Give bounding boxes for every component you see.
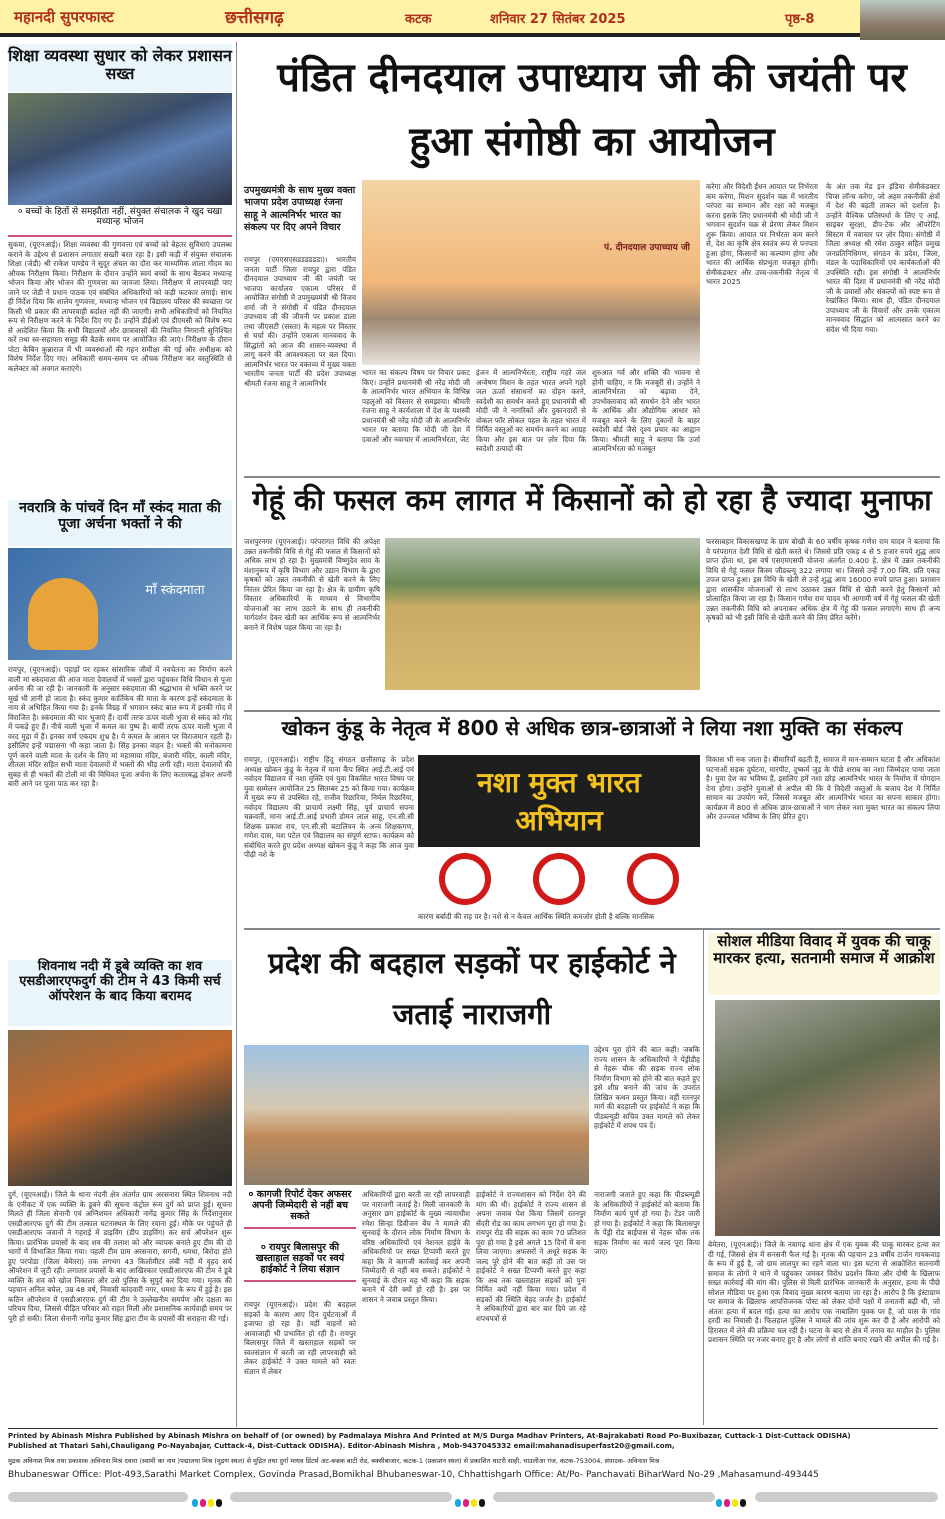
lead-col-2: भारत का संकल्प विषय पर विचार प्रकट किए। उन्होंने प्रधानमंत्री श्री नरेंद्र मोदी जी के आत्मनिर्भर भारत अभियान के विभिन्न पहलुओं को विस्तार से समझाया। श्रीमती रंजना साहू ने कार्यशाला में देश के यशस्वी प्रधानमंत्री श्री नरेंद्र मोदी जी के आत्मनिर्भर भारत पर बताया कि मोदी जी देश में दवाओं और नवाचार में आत्मनिर्भरता, जेट [362, 368, 470, 444]
court-col-1: रायपुर (यूएनआई)। प्रदेश की बदहाल सड़कों के कारण आए दिन दुर्घटनाओं में इजाफा हो रहा है। वहीं वाहनों को आवाजाही भी प्रभावित हो रही है। रायपुर बिलासपुर जिले में खस्ताहाल सड़कों पर स्वतसंज्ञान में बरती जा रही लापरवाही को लेकर हाईकोर्ट ने उक्त मामले को स्वतः संज्ञान में लेकर [244, 1300, 356, 1376]
footer-publisher-line: Published at Thatari Sahi,Chauligang Po-Nayabajar, Cuttack-4, Dist-Cuttack ODISHA). Editor-Abinash Mishra , Mob-9437045332 email:mahanadisuperfast20@gmail.com, [8, 1442, 675, 1450]
banner-line-1: नशा मुक्त भारत [477, 766, 641, 799]
banner-text: पं. दीनदयाल उपाध्याय जी [603, 243, 690, 253]
temple-image [860, 0, 945, 40]
lead-col-5: करेगा और विदेशी ईंधन आयात पर निर्भरता कम करेगा, मिशन सुदर्शन चक्र में भारतीय परंपरा का सम्मान और रक्षा को मजबूत करना इसके लिए प्रधानमंत्री श्री मोदी जी ने भगवान सुदर्शन चक्र से प्रेरणा लेकर मिशन शुरू किया। आयात पर निर्भरता कम करने से, देश का कृषि क्षेत्र स्वतंत्र रूप से पनपता हुआ होगा, किसानों का कल्याण होगा और भारत की आर्थिक संप्रभुता मजबूत होगी। सेमीकंडक्टर और उच्च-तकनीकी नेतृत्व में भारत 2025 [706, 182, 818, 286]
nasha-col-2: विकास भी रुक जाता है। बीमारियाँ बढ़ती हैं, समाज में मान-सम्मान घटता है और अधिकांश घटनाओं सड़क दुर्घटना, मारपीट, दुष्कर्म जुड़ के पीछे शराब का नशा जिम्मेदार पाया जाता है। युवा देश का भविष्य हैं, इसलिए हमें नशा छोड़ आत्मनिर्भर भारत के निर्माण में योगदान देना होगा। उन्होंने युवाओं से अपील की कि वे विदेशी वस्तुओं के बजाय देश में निर्मित सामान का उपयोग करें, जिससे मजबूत और आत्मनिर्भर भारत का सपना साकार होगा। कार्यक्रम में 800 से अधिक छात्र-छात्राओं ने भाग लेकर नशा मुक्त भारत का संकल्प लिया और उज्ज्वल भविष्य के लिए प्रेरित हुए। [706, 755, 940, 821]
no-alcohol-icon [533, 853, 585, 905]
footer-hindi-line: मुद्रक अविनाश मिश्र तथा प्रकाशक अविनाश मिश्र दवारा (स्वामी का नाम )पद्मालया मिश्र (मुद्रण स्थल) से मुद्रित तथा दुर्गा माधव प्रिंटर्स अट-बज्रक बाटी रोड, बक्सीबाजार, कटक-1 (प्रकाशन स्थल) से प्रकाशित थाटरी साही, चाउलीआ गंज, कटक-753004, संपादक- अविनाश मिश्र [8, 1457, 660, 1465]
lead-col-4: शुरुआत गर्व और शक्ति की भावना से होनी चाहिए, न कि मजबूरी से। उन्होंने ने आत्मनिर्भरता को बढ़ावा देने, उपभोक्तावाद को समर्थन देने और भारत के आर्थिक और औद्योगिक आधार को मजबूत करने के लिए दुकानों के बाहर स्वदेशी बोर्ड जैसे दृश्य प्रचार का आह्वान किया। श्रीमती साहू ने बताया कि उर्जा आत्मनिर्भरता को मजबूत [592, 368, 700, 453]
masthead-bar [0, 0, 945, 37]
wheat-col-2: फरसाबहार विकासखण्ड के ग्राम बोखी के 60 वर्षीय कृषक गणेश राम यादव ने बताया कि वे परंपरागत देशी विधि से खेती करते थे। जिससे प्रति एकड़ 4 से 5 हजार रुपये शुद्ध आय प्राप्त होता था, इस वर्ष एसएमएसपी योजना अंतर्गत 0.400 हे. क्षेत्र में उन्नत तकनीकी विधि से गेहूं फसल किस्म जीडब्ल्यू 322 लगाया था। जिससे उन्हें 7.00 क्वि. प्रति एकड़ उपज प्राप्त हुआ। इस विधि के खेती से उन्हें शुद्ध आय 16000 रुपये प्राप्त हुआ। प्रशासन द्वारा शासकीय योजनाओं से लाभ उठाकर उन्नत विधि से खेती करने हेतु किसानों को प्रोत्साहित किया जा रहा है। किसान गणेश राम यादव भी आगामी वर्ष में गेहूं फसल की खेती उन्नत तकनीकी विधि को अपनाकर अधिक क्षेत्र में गेहूं की फसल लगाएंगे। साथ ही अन्य कृषकों को भी इसी विधि से खेती करने की लिए प्रेरित करेंगे। [706, 537, 940, 622]
registration-bar [493, 1492, 715, 1502]
court-col-top: उद्देश्य पूरा होने की बात कही। जबकि राज्य शासन के अधिकारियों ने पेंड्रीडीह से नेहरू चौक की सड़क राज्य लोक निर्माण विभाग को होने की बात कहते हुए इसे शीघ्र बनाने की जांच के उपरांत लिखित कथन प्रस्तुत किया। वहीं रतनपुर मार्ग की बदहाली पर हाईकोर्ट ने कहा कि पीडब्ल्यूडी सचिव उक्त मामले को लेकर हाईकोर्ट में शपथ पत्र दें। [594, 1045, 700, 1130]
paper-name: महानदी सुपरफास्ट [14, 8, 114, 26]
lead-col-6: के अंत तक मेड इन इंडिया सेमीकंडक्टर चिप्स लॉन्च करेगा, जो अहम तकनीकी क्षेत्रों में देश की बढ़ती ताकत को दर्शाता है। उन्होंने वैश्विक प्रतिस्पर्धा के लिए ए आई, साइबर सुरक्षा, डीप-टेक और ऑपरेटिंग सिस्टम में नवाचार पर ज़ोर दिया। संगोष्ठी में जिला अध्यक्ष श्री रमेश ठाकुर सहित प्रमुख जनप्रतिनिधिगण, संगठन के प्रदेश, जिला, मंडल के पदाधिकारियों एवं कार्यकर्ताओं की उपस्थिति रही। इस संगोष्ठी ने आत्मनिर्भर भारत की दिशा में प्रधानमंत्री श्री नरेंद्र मोदी जी के प्रयासों और संकल्पों को स्पष्ट रूप से रेखांकित किया। साथ ही, पंडित दीनदयाल उपाध्याय जी के विचारों और उनके एकात्म मानववाद सिद्धांत को आत्मसात करने का संदेश भी दिया गया। [826, 182, 940, 334]
headline-education: शिक्षा व्यवस्था सुधार को लेकर प्रशासन सख्त [8, 44, 232, 92]
skandamata-image [8, 548, 232, 660]
footer-office-line: Bhubaneswar Office: Plot-493,Sarathi Market Complex, Govinda Prasad,Bomikhal Bhubaneswar-10, Chhattishgarh Office: At/Po- Panchavati BiharWard No-29 ,Mahasamund-493445 [8, 1470, 819, 1480]
high-court-photo [244, 1045, 589, 1185]
victim-protest-photo [715, 1000, 940, 1236]
skandamata-label: माँ स्कंदमाता [145, 583, 205, 598]
court-col-4: नाराजगी जताते हुए कहा कि पीडब्ल्यूडी के अधिकारियों ने हाईकोर्ट को बताया कि निर्माण कार्य पूर्ण हो गया है। टेंडर जारी हो गया है। हाईकोर्ट ने कहा कि बिलासपुर के पेंड्री रोड बाईपास से नेहरू चौक तक सड़क निर्माण का कार्य जल्द पूरा किया जाए। [594, 1190, 700, 1256]
no-drugs-icon [627, 853, 679, 905]
city: कटक [405, 12, 432, 27]
headline-navratri: नवरात्रि के पांचवें दिन माँ स्कंद माता की पूजा अर्चना भक्तों ने की [8, 500, 232, 546]
date: शनिवार 27 सितंबर 2025 [490, 12, 626, 27]
lead-col-1: रायपुर (एमएसएसडडडडडडा)। भारतीय जनता पार्टी जिला रायपुर द्वारा पंडित दीनदयाल उपाध्याय जी की जयंती पर भाजपा कार्यालय एकात्म परिसर में आयोजित संगोष्ठी में उपमुख्यमंत्री श्री विजय शर्मा जी ने संगोष्ठी में पंडित दीनदयाल उपाध्याय जी की जीवनी पर प्रकाश डाला तथा जीएसटी (सस्ता) के महत्व पर विस्तार से चर्चा की। उन्होंने एकात्म मानववाद के सिद्धांतों को आज की शासन-व्यवस्था में लागू करने की आवश्यकता पर बल दिया। आत्मनिर्भर भारत पर वक्तव्य में मुख्य वक्ता भारतीय जनता पार्टी की प्रदेश उपाध्यक्ष श्रीमती रंजना साहू ने आत्मनिर्भर [244, 255, 356, 388]
court-subhead-1: ० कागजी रिपोर्ट देकर अफसर अपनी जिम्मेदारी से नहीं बच सकते [244, 1190, 356, 1229]
court-subhead-2: ० रायपुर बिलासपुर की खस्ताहाल सड़कों पर स्वयं हाईकोर्ट ने लिया संज्ञान [244, 1243, 356, 1282]
footer-printer-line: Printed by Abinash Mishra Published by Abinash Mishra on behalf of (or owned) by Padmalaya Mishra And Printed at M/S Durga Madhav Printers, At-Bajrakabati Road Po-Buxibazar, Cuttack-1 Dist-Cuttack ODISHA) [8, 1432, 851, 1440]
school-children-photo [8, 93, 232, 205]
sdrf-rescue-photo [8, 1030, 232, 1186]
banner-line-2: अभियान [515, 804, 603, 837]
education-body: सुकमा, (यूएनआई)। शिक्षा व्यवस्था की गुणवत्ता एवं बच्चों को बेहतर सुविधाएं उपलब्ध कराने के उद्देश्य से प्रशासन लगातार सख्ती बरत रहा है। इसी कड़ी में संयुक्त संचालक शिक्षा (जेडी) श्री राकेश पाण्डेय ने सुदूर अंचल का दौरा कर माध्यमिक शाला गौदम का औचक निरीक्षण किया। निरीक्षण के दौरान उन्होंने स्वयं बच्चों के साथ बैठकर मध्यान्ह भोजन किया और भोजन की गुणवत्ता का जायजा लिया। निरीक्षण में लापरवाही पाए जाने पर जेडी ने प्रधान पाठक एवं संबंधित अधिकारियों को कड़ी फटकार लगाई। साथ ही निर्देश दिया कि शालेय गुणवत्ता, मध्यान्ह भोजन एवं विद्यालय परिसर की स्वच्छता पर किसी भी प्रकार की लापरवाही बर्दाश्त नहीं की जाएगी। सभी अधिकारियों को नियमित रूप से निरीक्षण करने के निर्देश दिए गए हैं। उन्होंने डीईओ एवं डीएमसी को विशेष रूप से आदेशित किया कि सभी विद्यालयों और छात्रावासों की नियमित निगरानी सुनिश्चित करें तथा स्व-सहायता समूह की बैठकें समय पर आयोजित की जाएं। निरीक्षण के दौरान पोटा केबिन कुन्नाराज में भी व्यवस्थाओं की गहन समीक्षा की गई और अधीक्षक को विशेष निर्देश दिए गए। अधिकारी समय-समय पर औचक निरीक्षण कर वस्तुस्थिति से कलेक्टर को अवगत कराएंगे। [8, 240, 232, 373]
seminar-photo [362, 180, 700, 365]
headline-shivnath: शिवनाथ नदी में डूबे व्यक्ति का शव एसडीआरएफदुर्ग की टीम ने 43 किमी सर्च ऑपरेशन के बाद किया बरामद [8, 960, 232, 1026]
lead-headline: पंडित दीनदयाल उपाध्याय जी की जयंती पर हुआ संगोष्ठी का आयोजन [277, 55, 907, 165]
education-caption: ० बच्चों के हितों से समझौता नहीं, संयुक्त संचालक ने खुद चखा मध्यान्ह भोजन [17, 207, 223, 228]
nasha-mukt-banner [418, 755, 700, 910]
headline-nasha: खोकन कुंडू के नेतृत्व में 800 से अधिक छात्र-छात्राओं ने लिया नशा मुक्ति का संकल्प [281, 716, 903, 740]
page-number: पृष्ठ-8 [785, 12, 815, 27]
nasha-col-1: रायपुर, (यूएनआई)। राष्ट्रीय हिंदू संगठन छत्तीसगढ़ के प्रदेश अध्यक्ष खोकन कुंडू के नेतृत्व में माना कैंप स्थित आई.टी.आई एवं नवोदय विद्यालय में नशा मुक्ति एवं युवा विकसित भारत विषय पर युवा सम्मेलन आयोजित 25 सितम्बर 25 को किया गया। कार्यक्रम में मुख्य रूप से उपस्थित रहे, राजीव रिछारिया, निर्मल रिछारिया, नवोदय विद्यालय की प्राचार्य लक्ष्मी सिंह, पूर्व प्राचार्य सपना चक्रवर्ती, माना आई.टी.आई प्रभारी डोमन लाल साहू, एन.सी.सी शिक्षक प्रकाश राय, एन.सी.सी बटालियन के अन्य शिक्षकगण, गणेश दास, यश पटेल एवं विद्यालय का संपूर्ण स्टाफ। कार्यक्रम को संबोधित करते हुए प्रदेश अध्यक्ष खोकन कुंडू ने कहा कि आज युवा पीढ़ी नशे के [244, 755, 414, 859]
court-col-2: अधिकारियों द्वारा बरती जा रही लापरवाही पर नाराजगी जताई है। मिली जानकारी के अनुसार छग हाईकोर्ट के मुख्य न्यायाधीश रमेश सिन्हा डिवीजन बेंच ने मामले की सुनवाई के दौरान लोक निर्माण विभाग के वरिष्ठ अधिकारियों एवं नेशनल हाईवे के अधिकारियों पर सख्त टिप्पणी करते हुए कहा कि वे कागजी कार्रवाई कर अपनी जिम्मेदारी से नहीं बच सकते। हाईकोर्ट ने सुनवाई के दौरान यह भी कहा कि सड़क बनाने में देरी क्यों हो रही है। इस पर शासन ने जवाब प्रस्तुत किया। [362, 1190, 470, 1304]
wheat-col-1: जशपुरनगर (यूएनआई)। परंपरागत विधि की अपेक्षा उन्नत तकनीकी विधि से गेहूं की फसल से किसानों को अधिक लाभ हो रहा है। मुख्यमंत्री विष्णुदेव साय के मंशानुरूप में कृषि विभाग और उद्यान विभाग के द्वारा कृषकों को उन्नत तकनीकी से खेती करने के लिए निरंतर प्रेरित किया जा रहा है। क्षेत्र के ग्रामीण कृषि विस्तार अधिकारियों के माध्यम से विभागीय योजनाओं का लाभ उठाने के साथ ही तकनीकी मार्गदर्शन देकर खेती कर आर्थिक रूप से आत्मनिर्भर बनाने में विशेष पहल किया जा रहा है। [244, 537, 380, 632]
lead-col-3: इंजन में आत्मनिर्भरता, राष्ट्रीय गहरे जल अन्वेषण मिशन के तहत भारत अपने गहरे जल ऊर्जा संसाधनों का दोहन करने, स्वदेशी का समर्थन करते हुए प्रधानमंत्री श्री मोदी जी ने नागरिकों और दुकानदारों से वोकल फॉर लोकल पहल के तहत भारत में निर्मित वस्तुओं का समर्थन करने का आग्रह किया और इस बात पर ज़ोर दिया कि स्वदेशी उत्पादों की [476, 368, 586, 453]
nasha-caption-strip: कारण बर्बादी की राह पर है। नशे से न केवल आर्थिक स्थिति कमजोर होती है बल्कि मानसिक [418, 912, 655, 921]
murder-body: बेमेतरा, (यूएनआई)। जिले के नवागढ़ थाना क्षेत्र में एक युवक की चाकू मारकर हत्या कर दी गई, जिससे क्षेत्र में सनसनी फैल गई है। मृतक की पहचान 23 वर्षीय टार्जन गायकवाड़ के रूप में हुई है, जो ग्राम लालपुर का रहने वाला था। इस घटना से आक्रोशित सतनामी समाज के लोगों ने थाने में पहुंचकर जमकर विरोध प्रदर्शन किया और दोषी के खिलाफ सख्त कार्रवाई की मांग की। पुलिस से मिली प्रारंभिक जानकारी के अनुसार, हत्या के पीछे सोशल मीडिया पर हुआ एक विवाद मुख्य कारण बताया जा रहा है। आरोप है कि इंस्टाग्राम पर समाज के खिलाफ आपत्तिजनक पोस्ट को लेकर दोनों पक्षों में तनातनी बढ़ी थी, जो अंततः हत्या में बदल गई। हत्या का आरोप एक नाबालिग युवक पर है, जो पास के गांव हरदी का निवासी है। फिलहाल पुलिस ने मामले की जांच शुरू कर दी है और आरोपी को हिरासत में लेने की प्रक्रिया चल रही है। घटना के बाद से क्षेत्र में तनाव का माहौल है। पुलिस प्रशासन स्थिति पर नजर बनाए हुए है और लोगों से शांति बनाए रखने की अपील की गई है। [708, 1240, 940, 1344]
color-registration-marks [192, 1492, 224, 1511]
lead-subhead: उपमुख्यमंत्री के साथ मुख्य वक्ता भाजपा प्रदेश उपाध्यक्ष रंजना साहू ने आत्मनिर्भर भारत का संकल्प पर दिए अपने विचार [244, 185, 356, 234]
registration-bar [230, 1492, 452, 1502]
wheat-field-photo [385, 538, 700, 690]
no-smoking-icon [439, 853, 491, 905]
color-registration-marks [455, 1492, 487, 1511]
headline-murder: सोशल मीडिया विवाद में युवक की चाकू मारकर हत्या, सतनामी समाज में आक्रोश [708, 933, 940, 995]
registration-bar [755, 1492, 938, 1502]
registration-bar [8, 1492, 188, 1502]
headline-wheat: गेहूं की फसल कम लागत में किसानों को हो रहा है ज्यादा मुनाफा [252, 483, 932, 517]
section-name: छत्तीसगढ़ [225, 8, 284, 28]
color-registration-marks [716, 1492, 748, 1511]
court-col-3: हाईकोर्ट ने राज्यशासन को निर्देश देने की मांग की थी। हाईकोर्ट ने राज्य शासन से अपना जवाब पेश किया जिसमें रतनपुर सेंदरी रोड का काम लगभग पूरा हो गया है। रायपुर रोड की सड़क का काम 70 प्रतिशत पूरा हो गया है इसे अगले 15 दिनों में बना लिया जाएगा। अफसरों ने अधूरे सड़क के जल्द पूरे होने की बात कही तो उस पर हाईकोर्ट ने सख्त टिप्पणी करते हुए कहा कि अब तक खस्ताहाल सड़कों को पुनः निर्मित क्यों नहीं किया गया। प्रदेश में सड़कों की स्थिति बेहद जर्जर है। हाईकोर्ट ने अधिकारियों द्वारा बार बार दिये जा रहे शपथपत्रों से [476, 1190, 586, 1323]
navratri-body: रायपुर, (यूएनआई)। पहाड़ों पर रहकर सांसारिक जीवों में नवचेतना का निर्माण करने वाली मां स्कंदमाता की आज माता देवालयों में भक्तों द्वारा पहुंचकर विधि विधान से पूजा अर्चना की जा रही है। जानकारी के अनुसार स्कंदमाता की श्रद्धाभाव से भक्ति करने पर मूर्ख भी ज्ञानी हो जाता है। स्कंद कुमार कार्तिकेय की माता के कारण इन्हें स्कंदमाता के नाम से अभिहित किया गया है। इनके विग्रह में भगवान स्कंद बाल रूप में इनकी गोद में विराजित है। स्कंदमाता की चार भुजाएं हैं। दायीं तरफ ऊपर वाली भुजा से स्कंद को गोद में पकड़े हुए हैं। नीचे वाली भुजा में कमल का पुष्प है। बायीं तरफ ऊपर वाली भुजा में वरद मुद्रा में हैं। इनका वर्ण एकदम शुभ्र है। ये कमल के आसन पर विराजमान रहती हैं। इसीलिए इन्हें पद्मासना भी कहा जाता है। सिंह इनका वाहन है। भक्तों की मनोकामना पूर्ण करने वाली माता के दर्शन के लिए मां महामाया मंदिर, बंजारी मंदिर, काली मंदिर, शीतला मंदिर सहित सभी माता देवालयों में भक्तों की भीड़ लगी रही। माता देवालयों की सुबह से ही भक्तों की टोली मां की विधिवत पूजा अर्चना के लिए कतारबद्ध होकर अपनी बारी आने पर पूजा पाठ कर रहा है। [8, 665, 232, 788]
headline-court: प्रदेश की बदहाल सड़कों पर हाईकोर्ट ने जताई नाराजगी [268, 946, 676, 1031]
shivnath-body: दुर्ग, (यूएनआई)। जिले के थाना नंदनी क्षेत्र अंतर्गत ग्राम अरसनारा स्थित शिवनाथ नदी के एनीकट में एक व्यक्ति के डूबने की सूचना कंट्रोल रूम दुर्ग को प्राप्त हुई। सूचना मिलते ही जिला सेनानी एवं अग्निशमन अधिकारी नागेंद्र कुमार सिंह के निर्देशानुसार एसडीआरएफ दुर्ग की टीम तत्काल घटनास्थल के लिए रवाना हुई। मौके पर पहुंचते ही एसडीआरएफ जवानों ने गहराई में डाइविंग (डीप डाइविंग) कर सर्च ऑपरेशन शुरू किया। प्रारंभिक प्रयासों के बाद शव की तलाश को और व्यापक बनाते हुए टीम की दो भागों में विभाजित किया गया। पहली टीम ग्राम अरसनारा, सगनी, धमधा, बिरोदा होते हुए परपोडा (जिला बेमेतरा) तक लगभग 43 किलोमीटर लंबी नदी में वृहद सर्च ऑपरेशन में जुटी रही। लगातार प्रयासों के बाद आखिरकार एसडीआरएफ की टीम ने डूबे व्यक्ति के शव को खोज निकाला और उसे पुलिस के सुपुर्द कर दिया गया। मृतक की पहचान अनिल बघेल, उम्र 48 वर्ष, निवासी कांदवारी नगर, धमधा के रूप में हुई है। इस कठिन ऑपरेशन में एसडीआरएफ दुर्ग की टीम ने उल्लेखनीय समर्पण और दक्षता का परिचय दिया, जिससे पीड़ित परिवार को राहत मिली और प्रशासनिक कार्यवाही समय पर पूरी हो सकी। जिला सेनानी नागेंद्र कुमार सिंह द्वारा टीम के प्रयासों की सराहना की गई। [8, 1190, 232, 1323]
